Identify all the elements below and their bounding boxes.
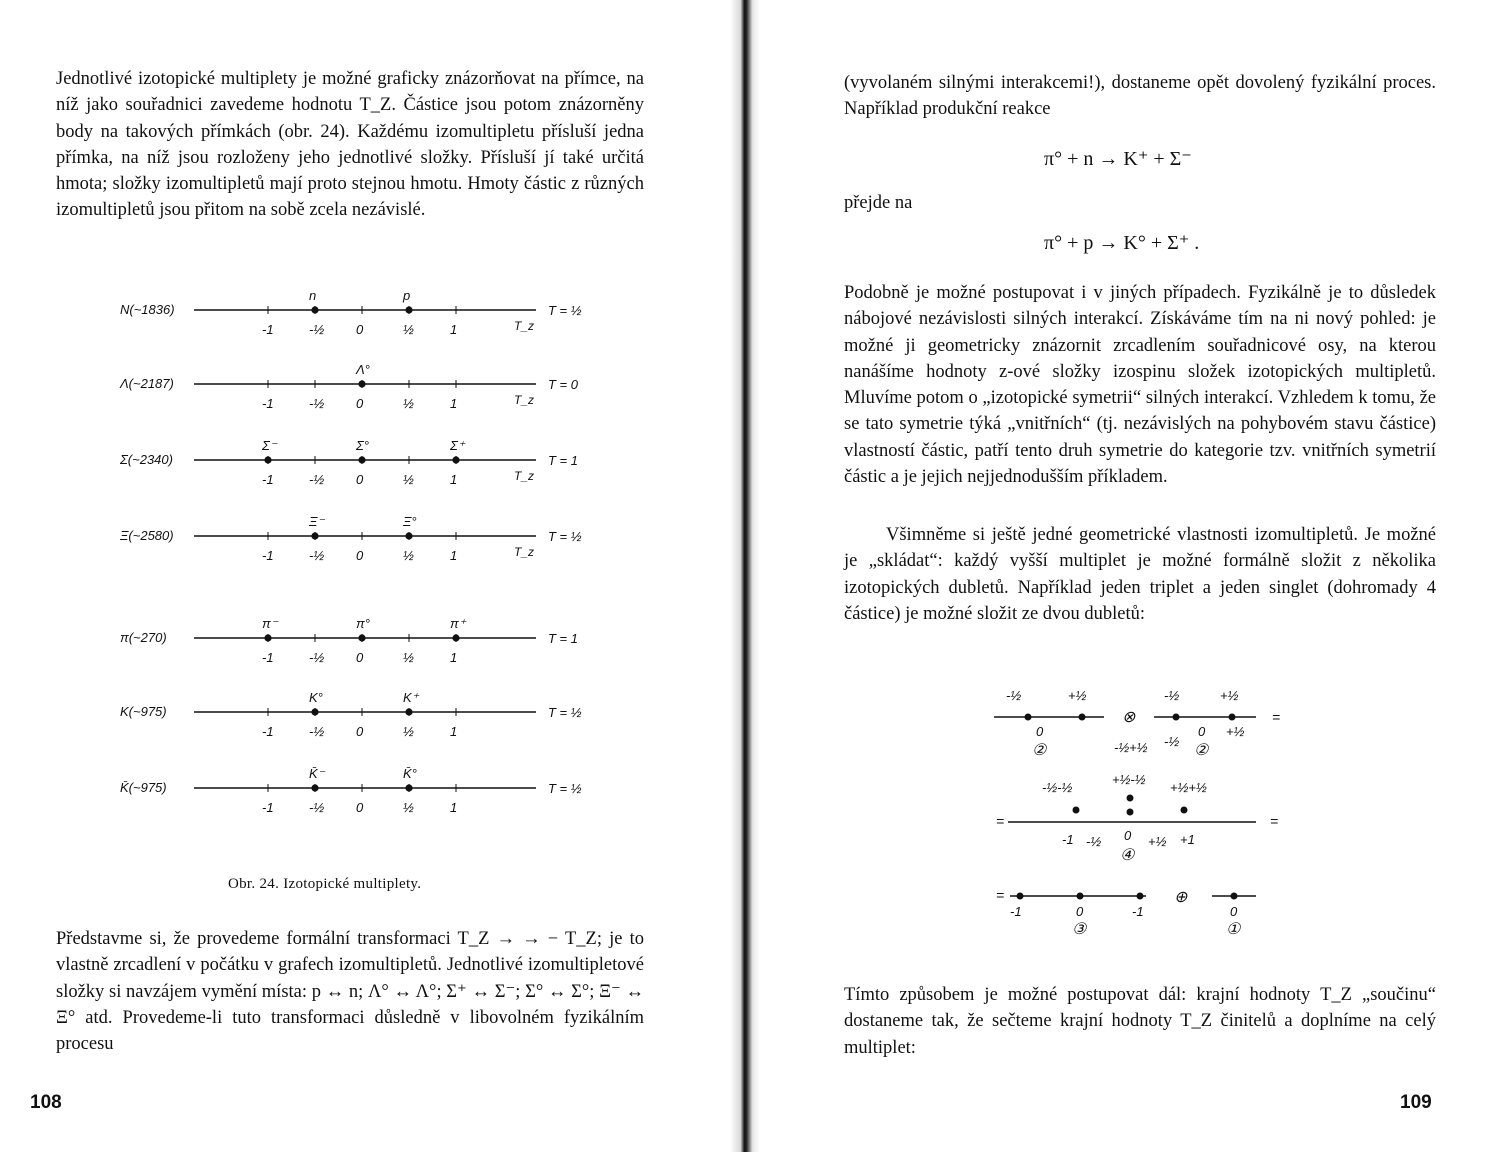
right-paragraph-2: Podobně je možné postupovat i v jiných případech. Fyzikálně je to důsledek nábojové nezávislosti silných interakcí. Získáváme tím na ni nový pohled: je možné ji geometricky znázornit zrcadlením souřadnicové osy, na kterou nanášíme hodnoty z-ové složky izospinu složek izotopických multipletů. Mluvíme potom o „izotopické symetrii“ silných interakcí. Vzhledem k tomu, že se tato symetrie týká „vnitřních“ (tj. nezávislých na pohybovém stavu částice) vlastností částic, patří tento druh symetrie do kategorie tzv. vnitřních symetrií částic a je jejich nejjednodušším příkladem. [844,283,1436,488]
isospin-label: T = ½ [548,705,582,720]
right-paragraph-1: (vyvolaném silnými interakcemi!), dostaneme opět dovolený fyzikální proces. Například produkční reakce [844,73,1436,120]
tick-label: 1 [450,396,458,411]
r1-count-2: ② [1194,742,1209,759]
particle-label: Σ⁻ [262,438,277,453]
particle-dot [405,306,412,313]
axis-label: T_z [514,319,535,333]
particle-label: Σ° [356,438,369,453]
tick-label: -1 [262,396,274,411]
particle-dot [311,784,318,791]
particle-label: Ξ° [403,514,417,529]
tick-label: -½ [309,650,325,665]
r2-label-a: -½-½ [1042,780,1073,795]
tick-label: ½ [403,800,414,815]
particle-label: K̄° [403,766,417,781]
r1-dot-3 [1173,714,1180,721]
r2-dot-3 [1181,807,1188,814]
r1-zero-1: 0 [1036,724,1044,739]
tick-label: ½ [403,724,414,739]
tick-label: ½ [403,472,414,487]
isospin-label: T = 1 [548,631,578,646]
r2-tick-4: +½ [1148,834,1167,849]
right-paragraph-3: Všimněme si ještě jedné geometrické vlastnosti izomultipletů. Je možné je „skládat“: každý vyšší multiplet je možné formálně složit z několika izotopických dubletů. Například jeden triplet a jeden singlet (dohromady 4 částice) je možné složit ze dvou dubletů: [844,525,1436,624]
tick-label: 0 [356,724,364,739]
tick-label: ½ [403,650,414,665]
multiplet-label: K(~975) [120,704,167,719]
r1-zero-2: 0 [1198,724,1206,739]
equation-1: π° + n → K⁺ + Σ⁻ [1044,148,1192,170]
r1-label-a: -½ [1006,688,1022,703]
r2-equals-right: = [1270,813,1279,829]
particle-label: K̄⁻ [309,766,325,781]
tick-label: -1 [262,650,274,665]
tick-label: 1 [450,472,458,487]
r1-plus-half: +½ [1226,724,1245,739]
axis-label: T_z [514,469,535,483]
particle-dot [452,634,459,641]
r2-tick-1: -1 [1062,832,1074,847]
dublet-composition-diagram [980,680,1300,940]
r1-label-d: +½ [1220,688,1239,703]
particle-dot [264,456,271,463]
figure-caption: Obr. 24. Izotopické multiplety. [228,876,422,892]
multiplet-label: π(~270) [120,630,167,645]
tick-label: 0 [356,650,364,665]
particle-label: Ξ⁻ [309,514,325,529]
tick-label: 1 [450,724,458,739]
r1-label-b: +½ [1068,688,1087,703]
r3-tick-2: 0 [1076,904,1084,919]
tick-label: 1 [450,650,458,665]
particle-dot [452,456,459,463]
tick-label: 1 [450,322,458,337]
r3-dot-2 [1077,893,1084,900]
r2-count: ④ [1120,847,1135,864]
tick-label: 0 [356,472,364,487]
particle-label: Λ° [356,362,370,377]
r3-dot-1 [1017,893,1024,900]
tick-label: -1 [262,724,274,739]
multiplet-label: N(~1836) [120,302,175,317]
tick-label: -½ [309,800,325,815]
r2-label-b: +½-½ [1112,772,1146,787]
tick-label: ½ [403,322,414,337]
multiplet-label: Ξ(~2580) [120,528,174,543]
particle-label: π⁺ [450,616,466,631]
right-paragraph-4: Tímto způsobem je možné postupovat dál: krajní hodnoty T_Z „součinu“ dostaneme tak, že sečteme krajní hodnoty T_Z činitelů a doplníme na celý multiplet: [844,985,1436,1058]
page-number-right: 109 [1400,1092,1432,1113]
r3-count-1: ③ [1072,921,1087,938]
r1-dot-2 [1079,714,1086,721]
r1-equals: = [1272,709,1281,725]
r1-count-1: ② [1032,742,1047,759]
particle-label: π⁻ [262,616,278,631]
left-page [0,0,740,1152]
r2-label-c: +½+½ [1170,780,1207,795]
r3-count-2: ① [1226,921,1241,938]
r3-operator: ⊕ [1174,889,1188,906]
particle-dot [405,784,412,791]
particle-dot [358,634,365,641]
isospin-label: T = ½ [548,781,582,796]
multiplet-label: K̄(~975) [120,780,167,795]
r3-dot-3 [1137,893,1144,900]
r3-equals: = [996,887,1005,903]
tick-label: -½ [309,322,325,337]
r3-tick-1: -1 [1010,904,1022,919]
r2-equals-left: = [996,813,1005,829]
particle-dot [264,634,271,641]
tick-label: ½ [403,548,414,563]
r1-dot-1 [1025,714,1032,721]
equation-2: π° + p → K° + Σ⁺ . [1044,232,1200,254]
r2-dot-2 [1127,809,1134,816]
particle-label: n [309,288,317,303]
r2-dot-upper [1127,795,1134,802]
r3-tick-4: 0 [1230,904,1238,919]
r2-dot-1 [1073,807,1080,814]
tick-label: 1 [450,800,458,815]
isospin-label: T = ½ [548,529,582,544]
particle-dot [311,708,318,715]
r1-operator: ⊗ [1122,709,1136,726]
r1-label-c: -½ [1164,688,1180,703]
r3-tick-3: -1 [1132,904,1144,919]
r1-mid-label: -½+½ [1114,740,1148,755]
transition-text: přejde na [844,193,913,213]
tick-label: 1 [450,548,458,563]
book-spine [730,0,760,1152]
left-paragraph-1: Jednotlivé izotopické multiplety je možné graficky znázorňovat na přímce, na níž jako souřadnici zavedeme hodnotu T_Z. Částice jsou potom znázorněny body na takových přímkách (obr. 24). Každému izomultipletu přísluší jedna přímka, na níž jsou rozloženy jeho jednotlivé složky. Přísluší jí také určitá hmota; složky izomultipletů mají proto stejnou hmotu. Hmoty částic z různých izomultipletů jsou přitom na sobě zcela nezávislé. [56,69,644,221]
particle-dot [311,532,318,539]
particle-label: Σ⁺ [450,438,465,453]
tick-label: 0 [356,548,364,563]
tick-label: -1 [262,322,274,337]
tick-label: -1 [262,548,274,563]
multiplet-label: Λ(~2187) [120,376,174,391]
particle-label: K⁺ [403,690,419,705]
isospin-label: T = 0 [548,377,578,392]
particle-dot [358,380,365,387]
tick-label: -½ [309,724,325,739]
tick-label: ½ [403,396,414,411]
right-page [760,0,1506,1152]
r3-dot-4 [1231,893,1238,900]
particle-dot [358,456,365,463]
tick-label: 0 [356,800,364,815]
tick-label: -½ [309,548,325,563]
particle-label: p [403,288,411,303]
isospin-label: T = 1 [548,453,578,468]
particle-label: K° [309,690,323,705]
tick-label: -1 [262,800,274,815]
left-paragraph-2: Představme si, že provedeme formální transformaci T_Z → → − T_Z; je to vlastně zrcadlení v počátku v grafech izomultipletů. Jednotlivé izomultipletové složky si navzájem vymění místa: p ↔ n; Λ° ↔ Λ°; Σ⁺ ↔ Σ⁻; Σ° ↔ Σ°; Ξ⁻ ↔ Ξ° atd. Provedeme-li tuto transformaci důsledně v libovolném fyzikálním procesu [56,929,644,1055]
r2-tick-2: -½ [1086,834,1102,849]
r2-tick-3: 0 [1124,828,1132,843]
tick-label: 0 [356,396,364,411]
isospin-label: T = ½ [548,303,582,318]
r1-minus-half: -½ [1164,734,1180,749]
isotopic-multiplets-figure [0,280,740,840]
particle-dot [405,708,412,715]
tick-label: -½ [309,396,325,411]
r2-tick-5: +1 [1180,832,1195,847]
particle-dot [405,532,412,539]
axis-label: T_z [514,545,535,559]
tick-label: -½ [309,472,325,487]
page-number-left: 108 [30,1092,62,1113]
tick-label: 0 [356,322,364,337]
particle-dot [311,306,318,313]
particle-label: π° [356,616,370,631]
r1-dot-4 [1229,714,1236,721]
tick-label: -1 [262,472,274,487]
multiplet-label: Σ(~2340) [120,452,173,467]
axis-label: T_z [514,393,535,407]
